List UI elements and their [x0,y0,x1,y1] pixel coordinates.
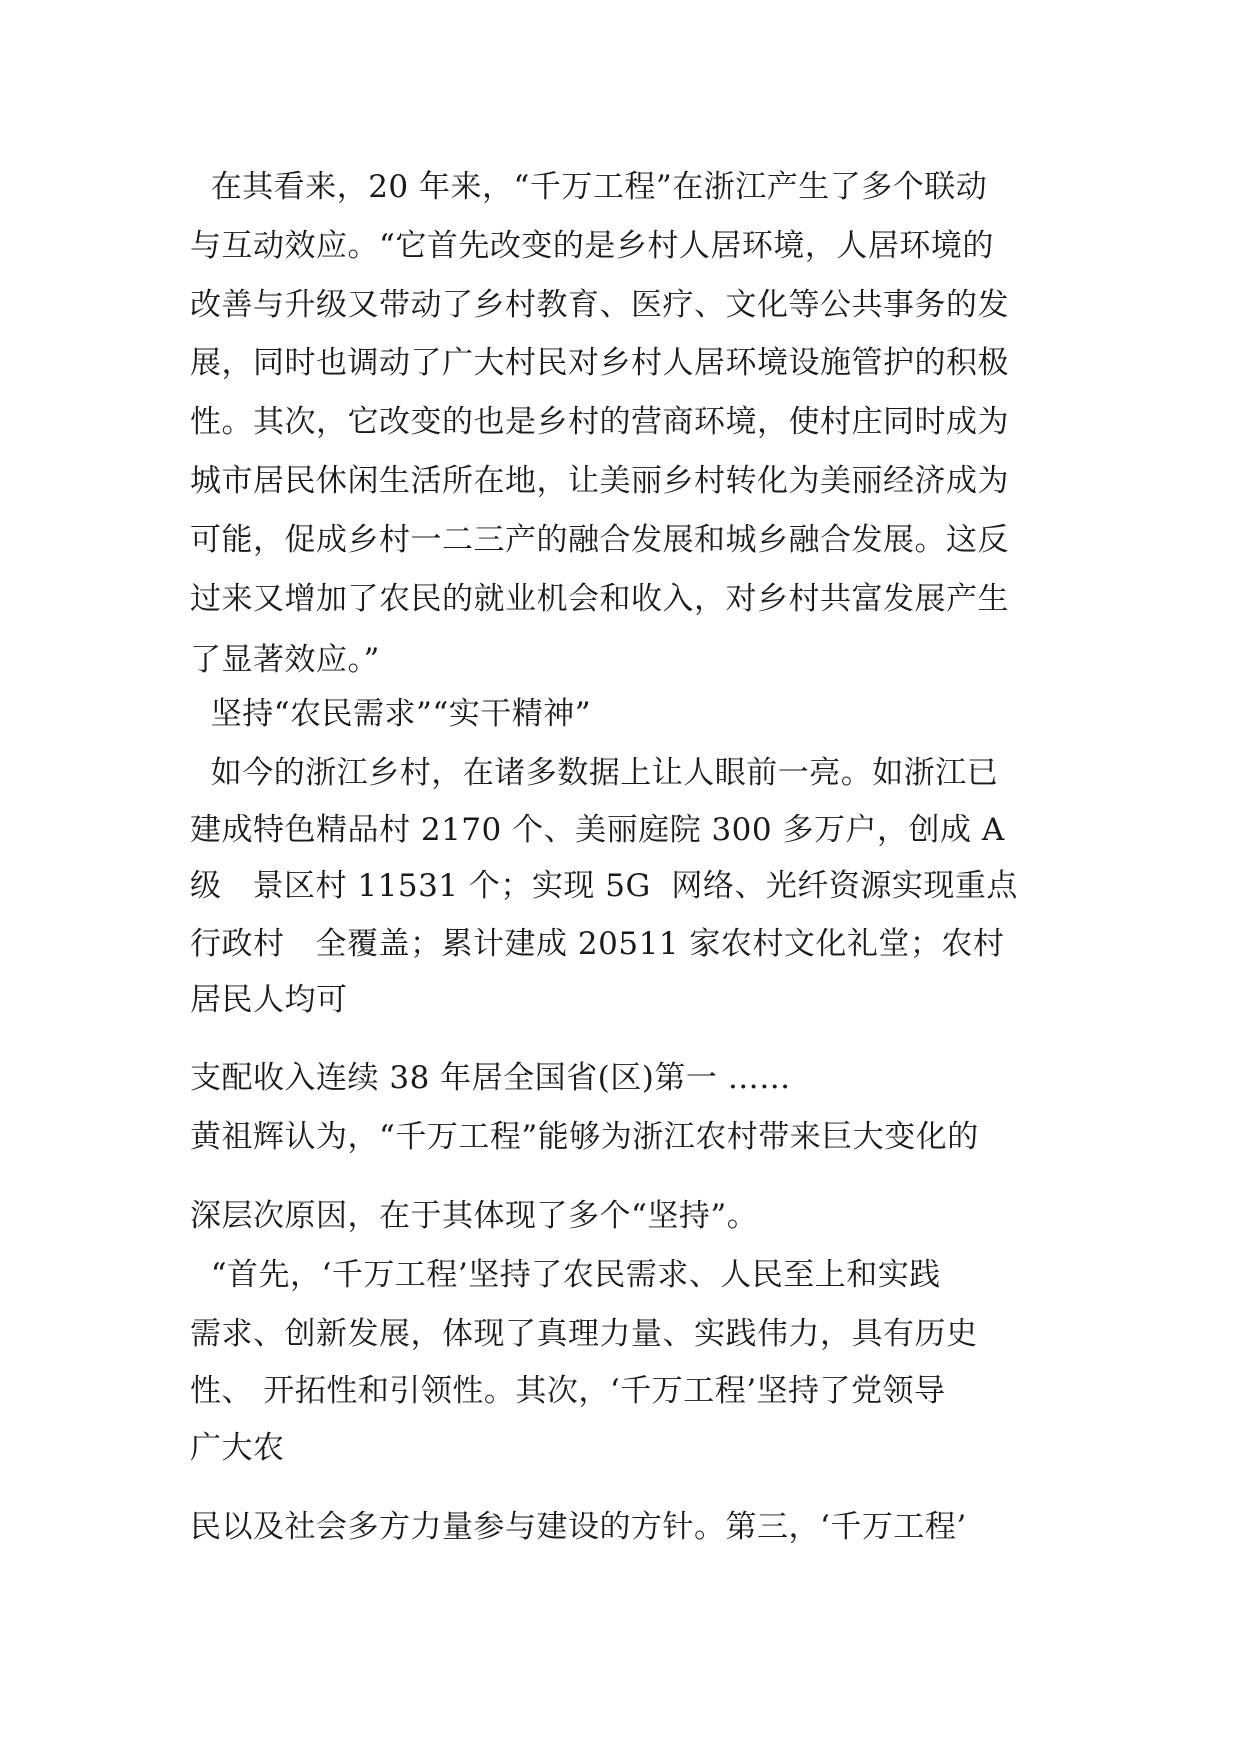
text-line: 城市居民休闲生活所在地，让美丽乡村转化为美丽经济成为 [190,463,1009,499]
text-line: “首先，‘千万工程’坚持了农民需求、人民至上和实践 [190,1257,941,1293]
text-line: 级 景区村 11531 个；实现 5G 网络、光纤资源实现重点 [190,868,1018,904]
text-line: 居民人均可 [190,982,348,1018]
text-line: 在其看来，20 年来，“千万工程”在浙江产生了多个联动 [190,169,988,205]
text-line: 需求、创新发展，体现了真理力量、实践伟力，具有历史 [190,1316,978,1352]
text-line: 性。其次，它改变的也是乡村的营商环境，使村庄同时成为 [190,404,1009,440]
text-line: 与互动效应。“它首先改变的是乡村人居环境，人居环境的 [190,228,994,264]
section-heading: 坚持“农民需求”“实干精神” [190,696,592,732]
text-line: 支配收入连续 38 年居全国省(区)第一 …… [190,1060,791,1096]
text-line: 民以及社会多方力量参与建设的方针。第三，‘千万工程’ [190,1509,967,1545]
text-line: 如今的浙江乡村，在诸多数据上让人眼前一亮。如浙江已 [190,755,999,791]
text-line: 改善与升级又带动了乡村教育、医疗、文化等公共事务的发 [190,287,1009,323]
text-line: 深层次原因，在于其体现了多个“坚持”。 [190,1198,759,1234]
text-line: 黄祖辉认为，“千万工程”能够为浙江农村带来巨大变化的 [190,1119,979,1155]
text-line: 可能，促成乡村一二三产的融合发展和城乡融合发展。这反 [190,522,1009,558]
text-line: 性、 开拓性和引领性。其次，‘千万工程’坚持了党领导 [190,1373,946,1409]
text-line: 广大农 [190,1430,285,1466]
text-line: 行政村 全覆盖；累计建成 20511 家农村文化礼堂；农村 [190,926,1005,962]
text-line: 了显著效应。” [190,642,380,678]
text-line: 过来又增加了农民的就业机会和收入，对乡村共富发展产生 [190,581,1009,617]
text-line: 建成特色精品村 2170 个、美丽庭院 300 多万户，创成 A [190,812,1005,848]
text-line: 展，同时也调动了广大村民对乡村人居环境设施管护的积极 [190,345,1009,381]
